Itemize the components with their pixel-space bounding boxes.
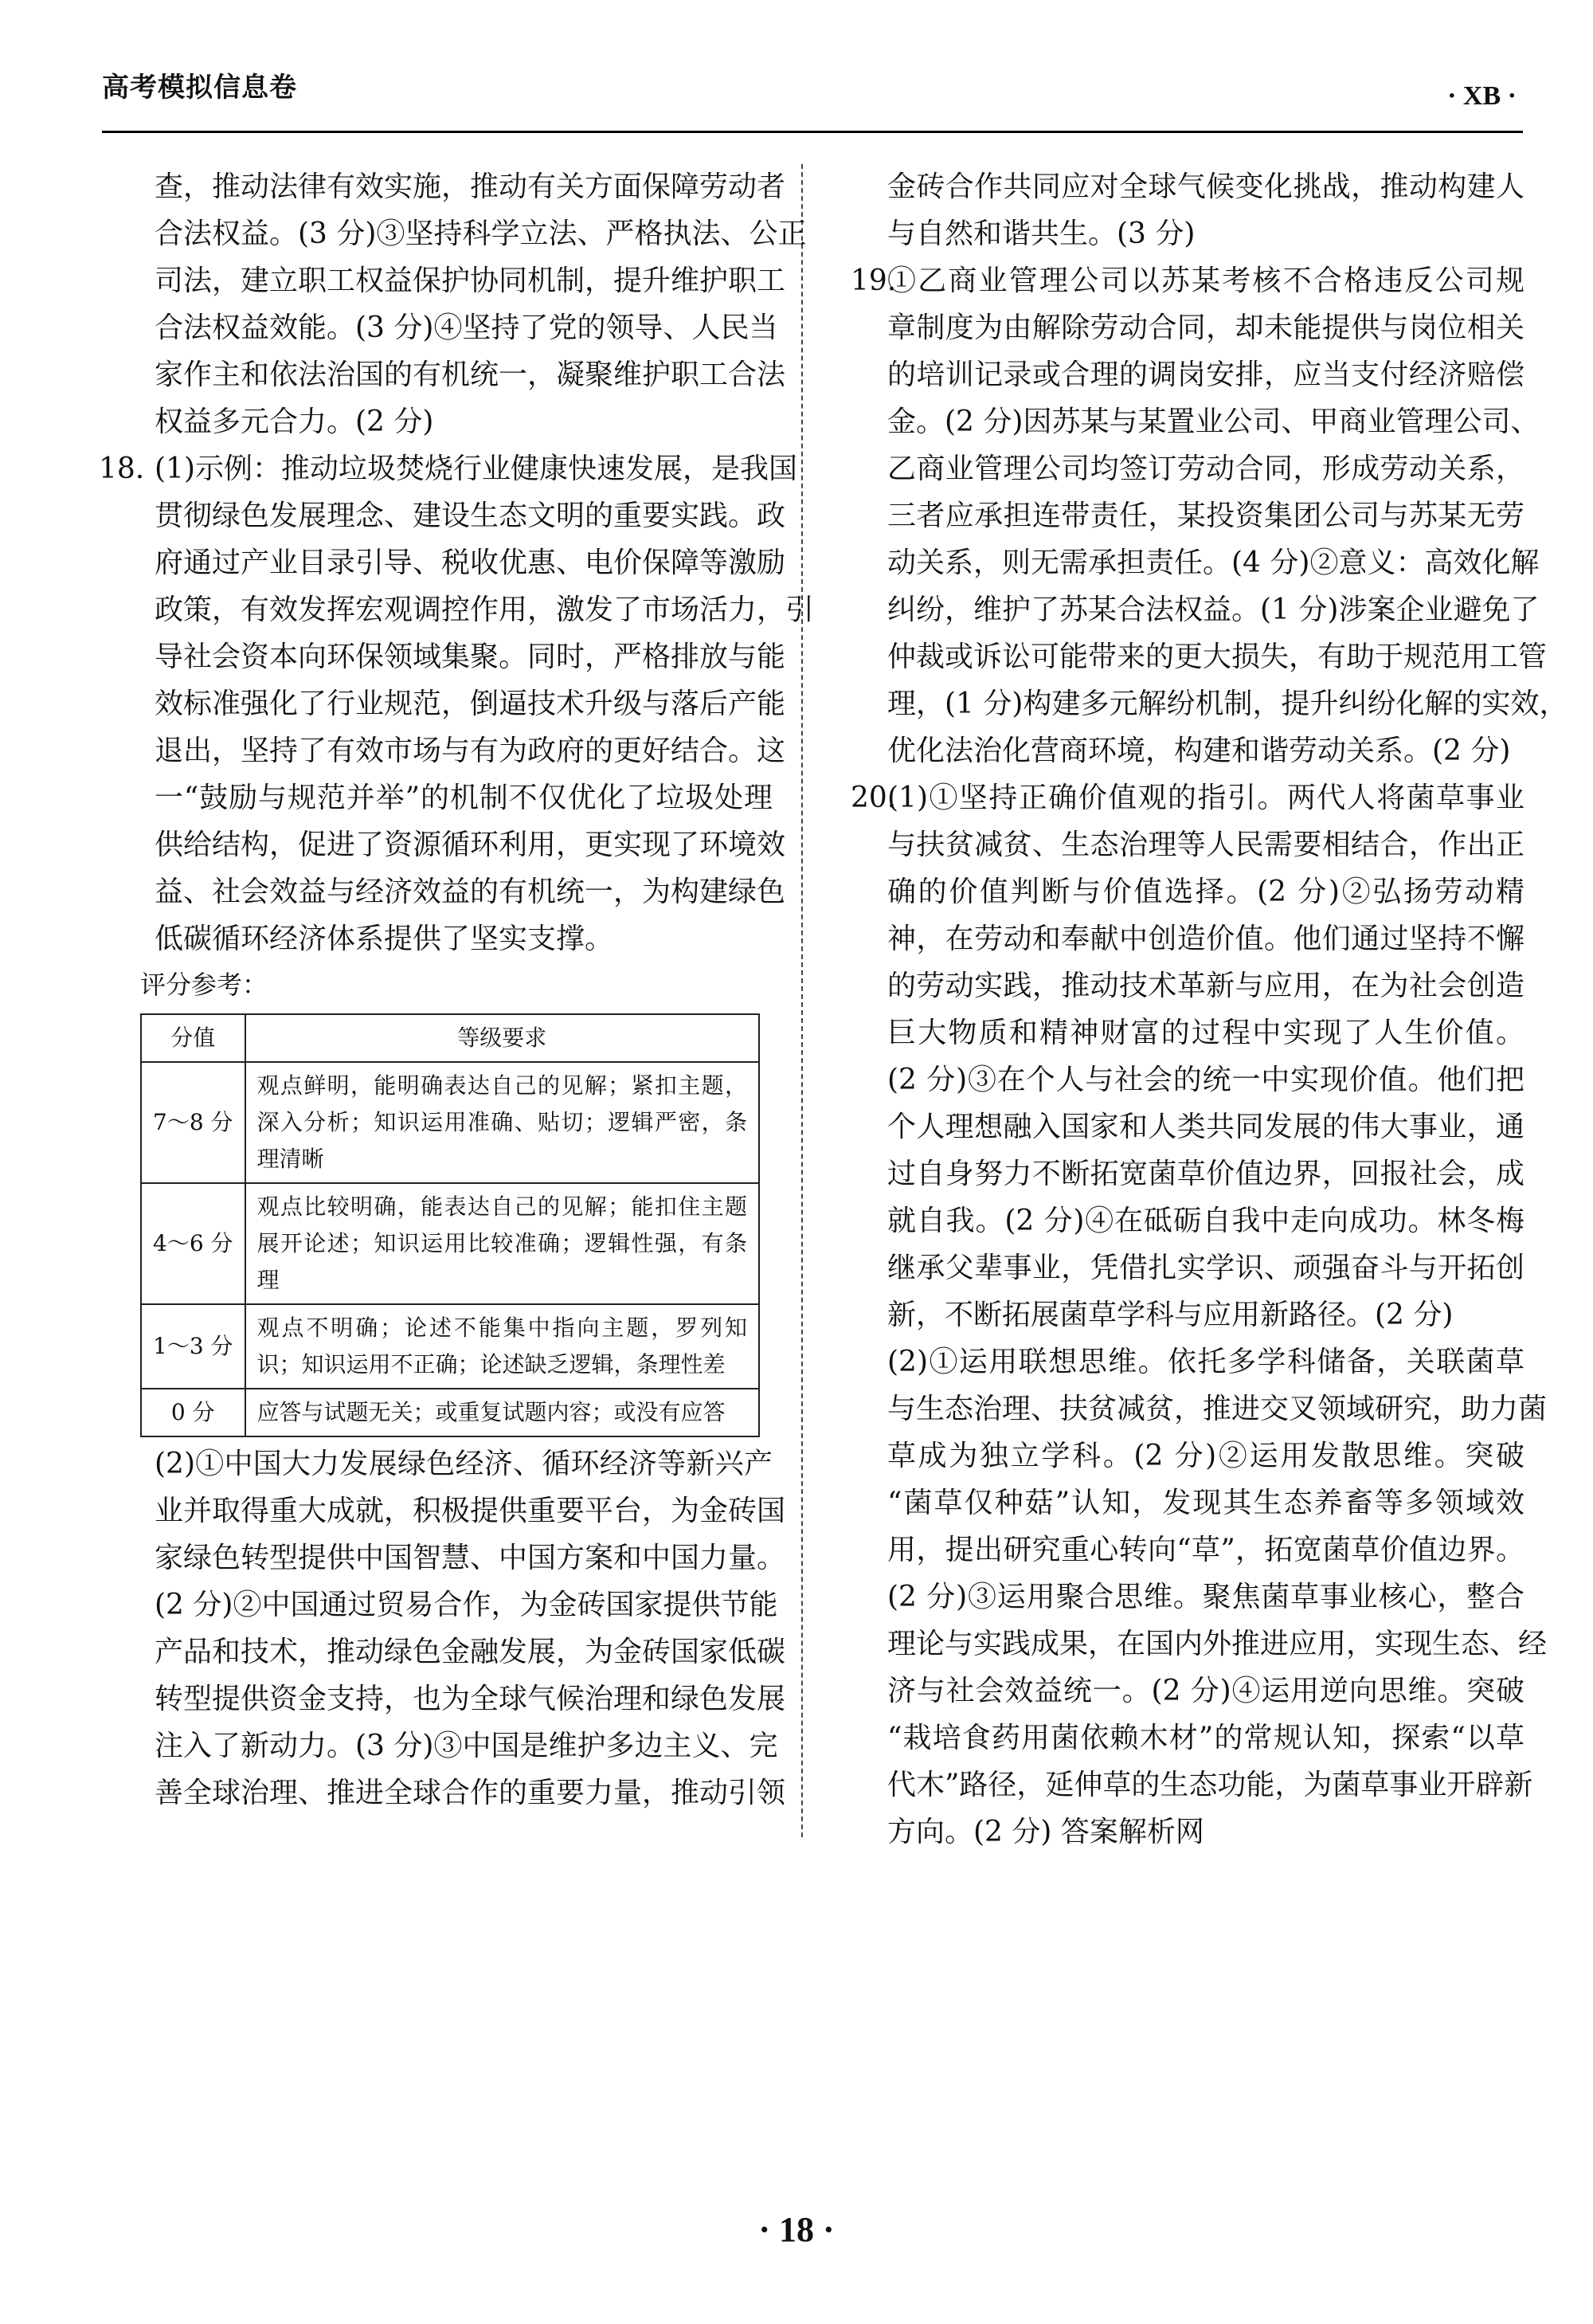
text-line: 合法权益效能。(3 分)④坚持了党的领导、人民当 <box>155 312 778 344</box>
q18-continuation <box>835 163 1525 257</box>
text-line: 代木”路径，延伸草的生态功能，为菌草事业开辟新 <box>887 1769 1533 1801</box>
text-line: (2 分)②中国通过贸易合作，为金砖国家提供节能 <box>155 1589 778 1621</box>
text-line: ①乙商业管理公司以苏某考核不合格违反公司规 <box>887 265 1525 297</box>
text-line: 家绿色转型提供中国智慧、中国方案和中国力量。 <box>155 1542 786 1574</box>
text-line: 供给结构，促进了资源循环利用，更实现了环境效 <box>155 829 786 861</box>
score-cell: 7～8 分 <box>141 1062 245 1183</box>
score-cell: 1～3 分 <box>141 1304 245 1389</box>
requirement-cell: 观点比较明确，能表达自己的见解；能扣住主题展开论述；知识运用比较准确；逻辑性强，有条理 <box>245 1183 759 1304</box>
header-score: 分值 <box>141 1014 245 1062</box>
exam-title: 高考模拟信息卷 <box>102 72 297 104</box>
rubric-table <box>140 1013 760 1437</box>
header-requirement: 等级要求 <box>245 1014 759 1062</box>
text-line: (2)①中国大力发展绿色经济、循环经济等新兴产 <box>155 1448 773 1480</box>
page-number: · 18 · <box>758 2210 835 2249</box>
text-line: 低碳循环经济体系提供了坚实支撑。 <box>155 923 614 955</box>
text-line: 司法，建立职工权益保护协同机制，提升维护职工 <box>155 265 786 297</box>
text-line: 纠纷，维护了苏某合法权益。(1 分)涉案企业避免了 <box>887 594 1540 626</box>
text-line: (2 分)③在个人与社会的统一中实现价值。他们把 <box>887 1064 1525 1096</box>
text-line: 理，(1 分)构建多元解纷机制，提升纠纷化解的实效， <box>887 688 1568 720</box>
text-line: 注入了新动力。(3 分)③中国是维护多边主义、完 <box>155 1730 778 1762</box>
text-line: (1)示例：推动垃圾焚烧行业健康快速发展，是我国 <box>155 453 797 485</box>
text-line: 的劳动实践，推动技术革新与应用，在为社会创造 <box>887 970 1525 1002</box>
text-line: 政策，有效发挥宏观调控作用，激发了市场活力，引 <box>155 594 815 626</box>
column-divider <box>801 164 803 1837</box>
text-line: (2)①运用联想思维。依托多学科储备，关联菌草 <box>887 1346 1525 1378</box>
text-line: 与生态治理、扶贫减贫，推进交叉领域研究，助力菌 <box>887 1393 1548 1425</box>
text-line: 退出，坚持了有效市场与有为政府的更好结合。这 <box>155 735 786 767</box>
text-line: 产品和技术，推动绿色金融发展，为金砖国家低碳 <box>155 1636 786 1668</box>
question-19 <box>835 257 1568 774</box>
question-number: 19. <box>851 265 897 297</box>
text-line: 三者应承担连带责任，某投资集团公司与苏某无劳 <box>887 500 1525 532</box>
text-line: 府通过产业目录引导、税收优惠、电价保障等激励 <box>155 547 786 579</box>
text-line: 个人理想融入国家和人类共同发展的伟大事业，通 <box>887 1111 1525 1143</box>
exam-code: · XB · <box>1447 81 1517 111</box>
score-cell: 0 分 <box>141 1389 245 1436</box>
table-row <box>141 1304 759 1389</box>
text-line: 济与社会效益统一。(2 分)④运用逆向思维。突破 <box>887 1675 1525 1707</box>
requirement-cell: 观点不明确；论述不能集中指向主题，罗列知识；知识运用不正确；论述缺乏逻辑，条理性差 <box>245 1304 759 1389</box>
text-line: 转型提供资金支持，也为全球气候治理和绿色发展 <box>155 1683 786 1715</box>
text-line: 仲裁或诉讼可能带来的更大损失，有助于规范用工管 <box>887 641 1548 673</box>
text-line: 益、社会效益与经济效益的有机统一，为构建绿色 <box>155 876 786 908</box>
text-line: 理论与实践成果，在国内外推进应用，实现生态、经 <box>887 1628 1548 1660</box>
text-line: 金。(2 分)因苏某与某置业公司、甲商业管理公司、 <box>887 406 1540 438</box>
text-line: 的培训记录或合理的调岗安排，应当支付经济赔偿 <box>887 359 1525 391</box>
text-line: 贯彻绿色发展理念、建设生态文明的重要实践。政 <box>155 500 786 532</box>
text-line: 家作主和依法治国的有机统一，凝聚维护职工合法 <box>155 359 786 391</box>
question-20 <box>835 774 1548 1856</box>
text-line: 新，不断拓展菌草学科与应用新路径。(2 分) <box>887 1299 1454 1331</box>
text-line: 导社会资本向环保领域集聚。同时，严格排放与能 <box>155 641 786 673</box>
text-line: 金砖合作共同应对全球气候变化挑战，推动构建人 <box>887 170 1525 203</box>
text-line: 权益多元合力。(2 分) <box>155 406 434 438</box>
requirement-cell: 应答与试题无关；或重复试题内容；或没有应答 <box>245 1389 759 1436</box>
text-line: 过自身努力不断拓宽菌草价值边界，回报社会，成 <box>887 1158 1525 1190</box>
text-line: (2 分)③运用聚合思维。聚焦菌草事业核心，整合 <box>887 1581 1525 1613</box>
score-cell: 4～6 分 <box>141 1183 245 1304</box>
question-18 <box>99 445 815 1816</box>
table-row <box>141 1062 759 1183</box>
rubric-label: 评分参考： <box>140 970 268 1000</box>
text-line: “栽培食药用菌依赖木材”的常规认知，探索“以草 <box>887 1722 1525 1754</box>
table-row <box>141 1183 759 1304</box>
text-line: 与自然和谐共生。(3 分) <box>887 218 1196 250</box>
text-line: 善全球治理、推进全球合作的重要力量，推动引领 <box>155 1777 786 1809</box>
right-column <box>835 163 1568 1856</box>
question-number: 20. <box>851 782 897 814</box>
text-line: 用，提出研究重心转向“草”，拓宽菌草价值边界。 <box>887 1534 1525 1566</box>
text-line: 优化法治化营商环境，构建和谐劳动关系。(2 分) <box>887 735 1511 767</box>
text-line: 章制度为由解除劳动合同，却未能提供与岗位相关 <box>887 312 1525 344</box>
q17-continuation <box>102 163 807 445</box>
text-line: 继承父辈事业，凭借扎实学识、顽强奋斗与开拓创 <box>887 1252 1525 1284</box>
table-row <box>141 1389 759 1436</box>
text-line: 神，在劳动和奉献中创造价值。他们通过坚持不懈 <box>887 923 1525 955</box>
text-line: 业并取得重大成就，积极提供重要平台，为金砖国 <box>155 1495 786 1527</box>
text-line: 与扶贫减贫、生态治理等人民需要相结合，作出正 <box>887 829 1525 861</box>
text-line: 巨大物质和精神财富的过程中实现了人生价值。 <box>887 1017 1525 1049</box>
requirement-cell: 观点鲜明，能明确表达自己的见解；紧扣主题，深入分析；知识运用准确、贴切；逻辑严密，条理清晰 <box>245 1062 759 1183</box>
text-line: 乙商业管理公司均签订劳动合同，形成劳动关系， <box>887 453 1525 485</box>
table-header-row <box>141 1014 759 1062</box>
header-rule <box>102 131 1523 133</box>
left-column <box>99 163 815 1816</box>
text-line: (1)①坚持正确价值观的指引。两代人将菌草事业 <box>887 782 1525 814</box>
text-line: 动关系，则无需承担责任。(4 分)②意义：高效化解 <box>887 547 1540 579</box>
text-line: 就自我。(2 分)④在砥砺自我中走向成功。林冬梅 <box>887 1205 1525 1237</box>
text-line: 确的价值判断与价值选择。(2 分)②弘扬劳动精 <box>887 876 1525 908</box>
text-line: 效标准强化了行业规范，倒逼技术升级与落后产能 <box>155 688 786 720</box>
text-line: 方向。(2 分) 答案解析网 <box>887 1816 1204 1848</box>
text-line: 合法权益。(3 分)③坚持科学立法、严格执法、公正 <box>155 218 807 250</box>
text-line: 一“鼓励与规范并举”的机制不仅优化了垃圾处理 <box>155 782 773 814</box>
text-line: 草成为独立学科。(2 分)②运用发散思维。突破 <box>887 1440 1525 1472</box>
text-line: “菌草仅种菇”认知，发现其生态养畜等多领域效 <box>887 1487 1525 1519</box>
question-number: 18. <box>99 453 145 485</box>
text-line: 查，推动法律有效实施，推动有关方面保障劳动者 <box>155 170 786 203</box>
